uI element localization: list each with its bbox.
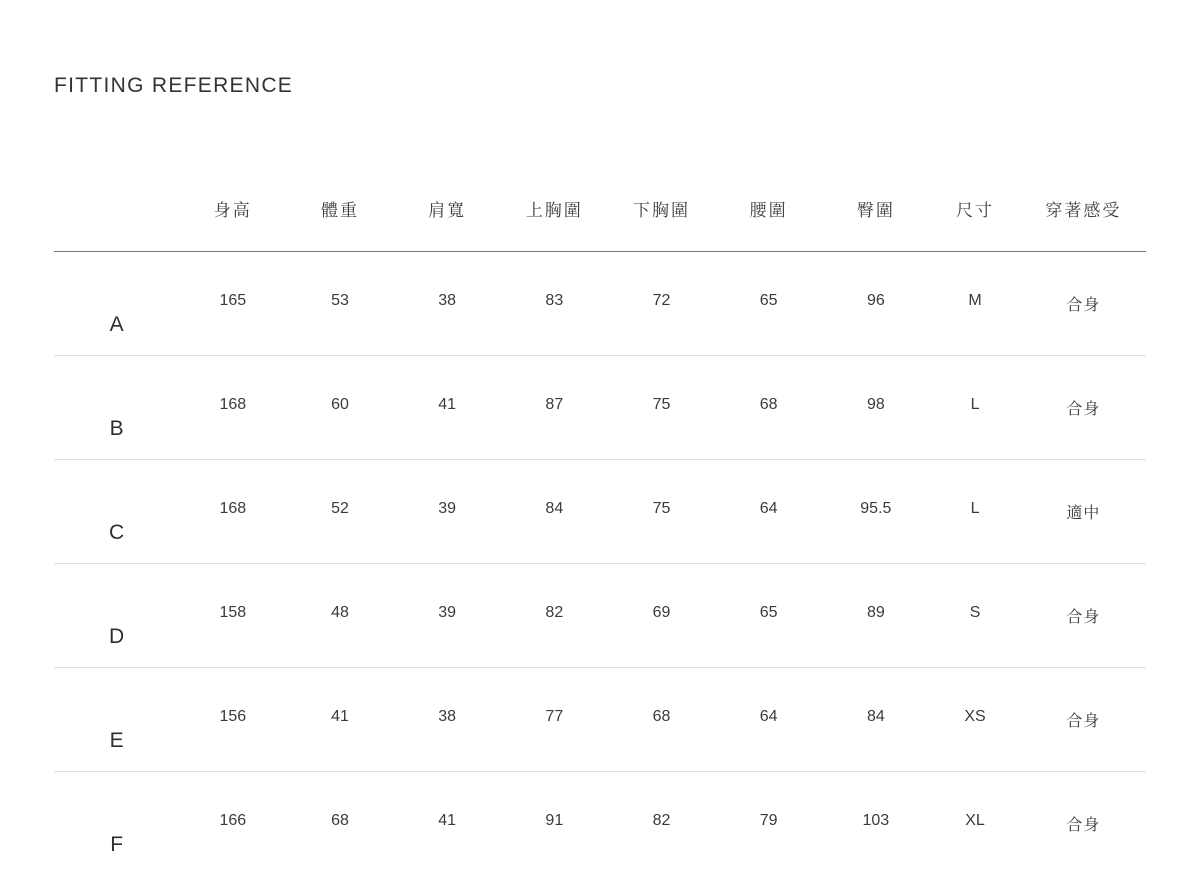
column-header-fit-feel: 穿著感受 (1021, 196, 1146, 252)
cell-under-bust: 69 (608, 564, 715, 668)
cell-shoulder: 38 (394, 252, 501, 356)
cell-waist: 79 (715, 772, 822, 875)
cell-under-bust: 72 (608, 252, 715, 356)
cell-height: 165 (179, 252, 286, 356)
cell-fit-feel: 合身 (1021, 356, 1146, 460)
cell-under-bust: 82 (608, 772, 715, 875)
column-header-height: 身高 (179, 196, 286, 252)
table-row (54, 252, 1146, 356)
column-header-under-bust: 下胸圍 (608, 196, 715, 252)
cell-size: XL (929, 772, 1020, 875)
cell-under-bust: 68 (608, 668, 715, 772)
cell-size: M (929, 252, 1020, 356)
cell-weight: 41 (286, 668, 393, 772)
cell-upper-bust: 91 (501, 772, 608, 875)
table-header-row (54, 196, 1146, 252)
cell-weight: 60 (286, 356, 393, 460)
row-label: D (54, 564, 179, 668)
cell-fit-feel: 適中 (1021, 460, 1146, 564)
cell-fit-feel: 合身 (1021, 564, 1146, 668)
column-header-model (54, 196, 179, 252)
cell-weight: 53 (286, 252, 393, 356)
cell-size: L (929, 356, 1020, 460)
cell-fit-feel: 合身 (1021, 252, 1146, 356)
table-row (54, 460, 1146, 564)
column-header-size: 尺寸 (929, 196, 1020, 252)
cell-height: 168 (179, 460, 286, 564)
column-header-waist: 腰圍 (715, 196, 822, 252)
cell-waist: 64 (715, 668, 822, 772)
cell-hip: 95.5 (822, 460, 929, 564)
cell-size: S (929, 564, 1020, 668)
column-header-hip: 臀圍 (822, 196, 929, 252)
cell-shoulder: 39 (394, 564, 501, 668)
column-header-weight: 體重 (286, 196, 393, 252)
table-row (54, 772, 1146, 875)
cell-shoulder: 41 (394, 772, 501, 875)
cell-upper-bust: 82 (501, 564, 608, 668)
cell-fit-feel: 合身 (1021, 668, 1146, 772)
cell-upper-bust: 83 (501, 252, 608, 356)
table-header (54, 196, 1146, 252)
cell-shoulder: 38 (394, 668, 501, 772)
cell-hip: 103 (822, 772, 929, 875)
table-row (54, 668, 1146, 772)
cell-under-bust: 75 (608, 356, 715, 460)
fitting-reference-table (54, 196, 1146, 875)
row-label: F (54, 772, 179, 875)
cell-height: 166 (179, 772, 286, 875)
cell-height: 156 (179, 668, 286, 772)
row-label: A (54, 252, 179, 356)
cell-waist: 64 (715, 460, 822, 564)
cell-upper-bust: 87 (501, 356, 608, 460)
cell-waist: 68 (715, 356, 822, 460)
cell-fit-feel: 合身 (1021, 772, 1146, 875)
cell-waist: 65 (715, 564, 822, 668)
cell-hip: 98 (822, 356, 929, 460)
cell-hip: 89 (822, 564, 929, 668)
cell-upper-bust: 84 (501, 460, 608, 564)
table-row (54, 356, 1146, 460)
fitting-table-container (54, 196, 1146, 875)
column-header-shoulder: 肩寬 (394, 196, 501, 252)
table-body (54, 252, 1146, 875)
cell-waist: 65 (715, 252, 822, 356)
cell-size: L (929, 460, 1020, 564)
cell-height: 158 (179, 564, 286, 668)
row-label: B (54, 356, 179, 460)
cell-weight: 48 (286, 564, 393, 668)
cell-weight: 68 (286, 772, 393, 875)
cell-height: 168 (179, 356, 286, 460)
cell-hip: 96 (822, 252, 929, 356)
cell-shoulder: 41 (394, 356, 501, 460)
cell-hip: 84 (822, 668, 929, 772)
cell-size: XS (929, 668, 1020, 772)
cell-upper-bust: 77 (501, 668, 608, 772)
row-label: E (54, 668, 179, 772)
table-row (54, 564, 1146, 668)
row-label: C (54, 460, 179, 564)
cell-weight: 52 (286, 460, 393, 564)
cell-shoulder: 39 (394, 460, 501, 564)
cell-under-bust: 75 (608, 460, 715, 564)
page-title: FITTING REFERENCE (54, 74, 293, 98)
column-header-upper-bust: 上胸圍 (501, 196, 608, 252)
